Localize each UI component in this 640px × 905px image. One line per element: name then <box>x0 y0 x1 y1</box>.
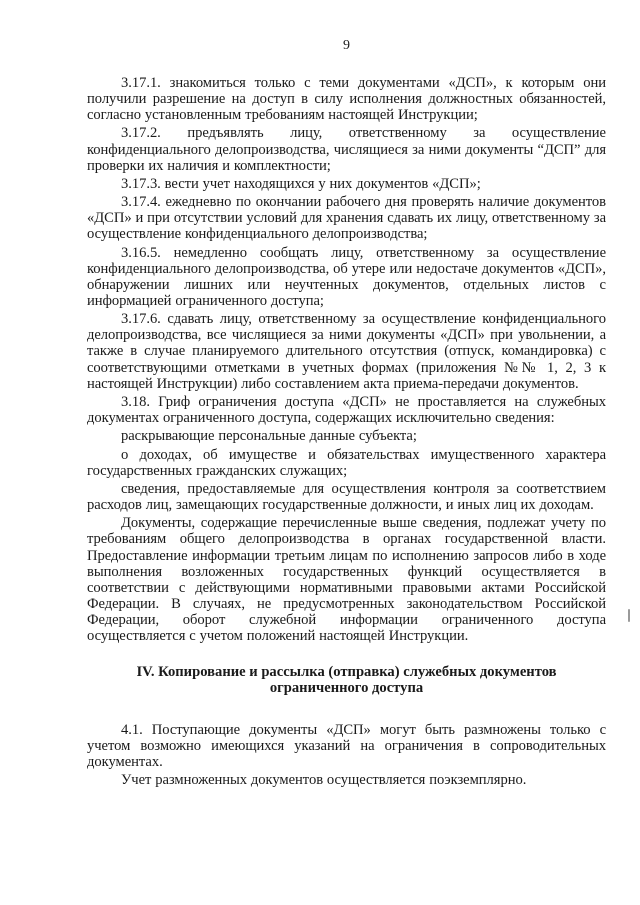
paragraph-3-17-1: 3.17.1. знакомиться только с теми документами «ДСП», к которым они получили разрешение на доступ в силу исполнения должностных обязанностей, согласно установленным требованиям настоящей Инструкции; <box>87 75 606 124</box>
paragraph-3-17-2: 3.17.2. предъявлять лицу, ответственному за осуществление конфиденциального делопроизводства, числящиеся за ними документы “ДСП” для проверки их наличия и комплектности; <box>87 125 606 174</box>
margin-mark <box>628 609 630 622</box>
paragraph-3-18: 3.18. Гриф ограничения доступа «ДСП» не проставляется на служебных документах ограниченного доступа, содержащих исключительно сведения: <box>87 393 606 426</box>
paragraph-4-1: 4.1. Поступающие документы «ДСП» могут быть размножены только с учетом возможно имеющихся указаний на ограничения в сопроводительных документах. <box>87 721 606 771</box>
list-item-personal-data: раскрывающие персональные данные субъекта; <box>121 428 417 445</box>
list-item-income: о доходах, об имуществе и обязательствах имущественного характера государственных гражданских служащих; <box>87 446 606 479</box>
paragraph-3-16-5: 3.16.5. немедленно сообщать лицу, ответственному за осуществление конфиденциального делопроизводства, об утере или недостаче документов «ДСП», обнаружении лишних или неучтенных документов, отдельных листов с информацией ограниченного доступа; <box>87 244 606 309</box>
paragraph-documents-accounting: Документы, содержащие перечисленные выше сведения, подлежат учету по требованиям общего делопроизводства в органах государственной власти. Предоставление информации третьим лицам по исполнению запросов либо в ходе выполнения возложенных государственных функций осуществляется в соответствии с действующими нормативными правовыми актами Российской Федерации. В случаях, не предусмотренных законодательством Российской Федерации, оборот служебной информации ограниченного доступа осуществляется с учетом положений настоящей Инструкции. <box>87 515 606 644</box>
page-number: 9 <box>343 38 350 53</box>
list-item-expenses-control: сведения, предоставляемые для осуществления контроля за соответствием расходов лиц, замещающих государственные должности, и иных лиц их доходам. <box>87 480 606 514</box>
paragraph-copies-accounting: Учет размноженных документов осуществляется поэкземплярно. <box>121 772 527 789</box>
section-heading: IV. Копирование и рассылка (отправка) служебных документов ограниченного доступа <box>136 664 557 697</box>
paragraph-3-17-3: 3.17.3. вести учет находящихся у них документов «ДСП»; <box>121 175 481 192</box>
paragraph-3-17-4: 3.17.4. ежедневно по окончании рабочего дня проверять наличие документов «ДСП» и при отсутствии условий для хранения сдавать их лицу, ответственному за осуществление конфиденциального делопроизводства; <box>87 194 606 243</box>
paragraph-3-17-6: 3.17.6. сдавать лицу, ответственному за осуществление конфиденциального делопроизводства, все числящиеся за ними документы «ДСП» при увольнении, а также в случае планируемого длительного отсутствия (отпуск, командировка) с соответствующими отметками в учетных формах (приложения №№ 1, 2, 3 к настоящей Инструкции) либо составлением акта приема-передачи документов. <box>87 311 606 392</box>
